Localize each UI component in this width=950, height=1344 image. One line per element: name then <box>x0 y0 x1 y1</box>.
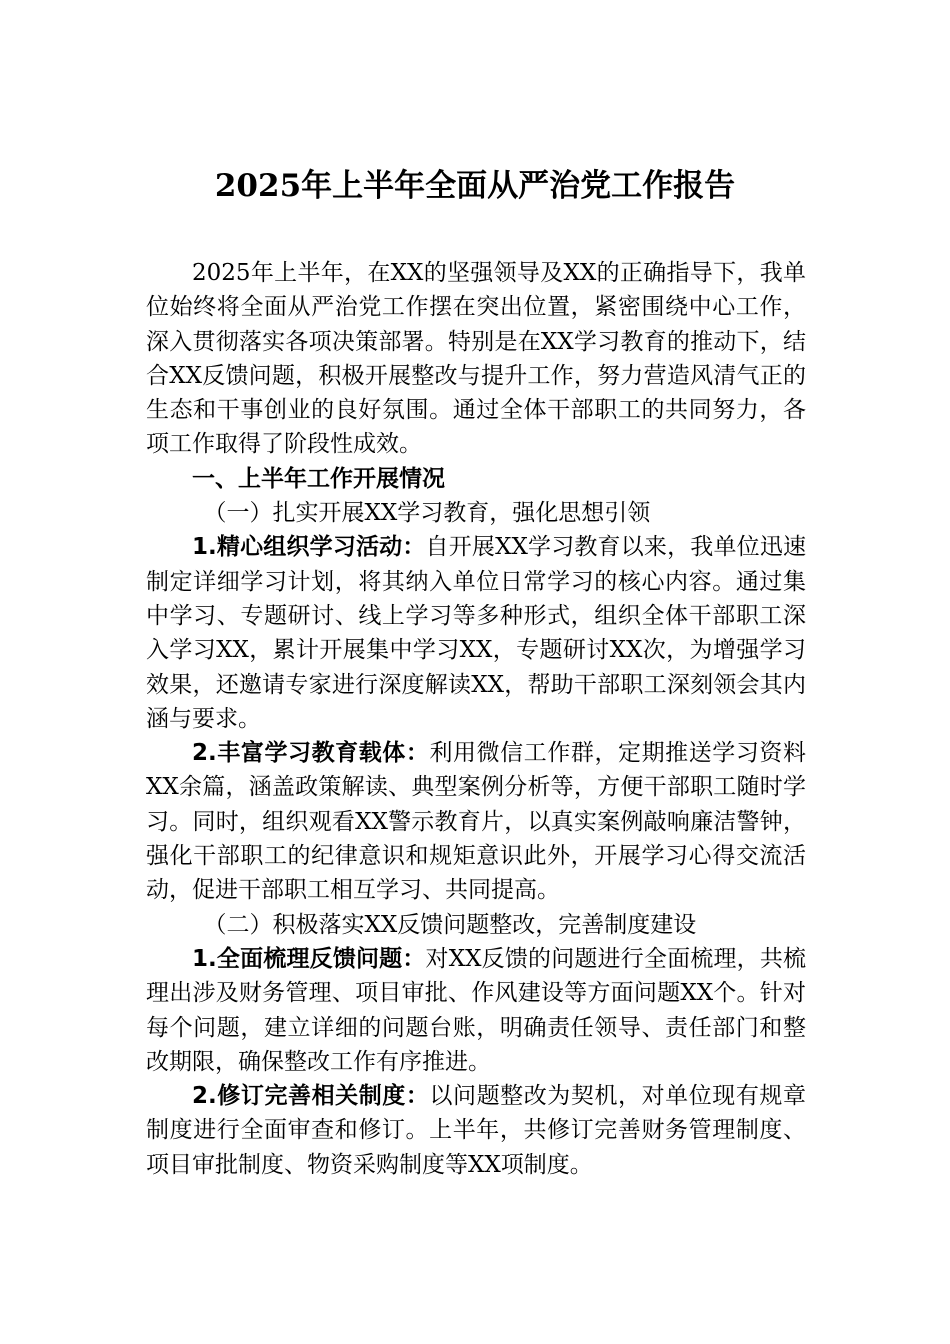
item-lead-2-2: 2.修订完善相关制度： <box>192 1083 430 1110</box>
paragraph-item-1-2 <box>146 736 806 907</box>
section-heading-1: 一、上半年工作开展情况 <box>192 465 445 492</box>
paragraph-item-2-2 <box>146 1079 806 1182</box>
item-text-1-1: 自开展XX学习教育以来，我单位迅速制定详细学习计划，将其纳入单位日常学习的核心内容。通过集中学习、专题研讨、线上学习等多种形式，组织全体干部职工深入学习XX，累计开展集中学习XX，专题研讨XX次，为增强学习效果，还邀请专家进行深度解读XX，帮助干部职工深刻领会其内涵与要求。 <box>146 534 806 732</box>
item-lead-1-2: 2.丰富学习教育载体： <box>192 740 430 767</box>
paragraph-item-2-1 <box>146 942 806 1079</box>
item-text-2-1: 对XX反馈的问题进行全面梳理，共梳理出涉及财务管理、项目审批、作风建设等方面问题XX个。针对每个问题，建立详细的问题台账，明确责任领导、责任部门和整改期限，确保整改工作有序推进。 <box>146 945 806 1075</box>
item-lead-2-1: 1.全面梳理反馈问题： <box>192 945 426 972</box>
subsection-heading-1: （一）扎实开展XX学习教育，强化思想引领 <box>203 500 651 527</box>
item-text-1-2: 利用微信工作群，定期推送学习资料XX余篇，涵盖政策解读、典型案例分析等，方便干部职工随时学习。同时，组织观看XX警示教育片，以真实案例敲响廉洁警钟，强化干部职工的纪律意识和规矩意识此外，开展学习心得交流活动，促进干部职工相互学习、共同提高。 <box>146 740 807 904</box>
subsection-heading-2: （二）积极落实XX反馈问题整改，完善制度建设 <box>203 911 697 938</box>
document-title: 2025年上半年全面从严治党工作报告 <box>214 168 736 204</box>
intro-paragraph: 2025年上半年，在XX的坚强领导及XX的正确指导下，我单位始终将全面从严治党工作摆在突出位置，紧密围绕中心工作，深入贯彻落实各项决策部署。特别是在XX学习教育的推动下，结合XX反馈问题，积极开展整改与提升工作，努力营造风清气正的生态和干事创业的良好氛围。通过全体干部职工的共同努力，各项工作取得了阶段性成效。 <box>146 260 806 458</box>
document-body <box>146 256 806 1182</box>
item-lead-1-1: 1.精心组织学习活动： <box>192 534 426 561</box>
paragraph-item-1-1 <box>146 530 806 736</box>
item-text-2-2: 以问题整改为契机，对单位现有规章制度进行全面审查和修订。上半年，共修订完善财务管理制度、项目审批制度、物资采购制度等XX项制度。 <box>146 1083 807 1178</box>
